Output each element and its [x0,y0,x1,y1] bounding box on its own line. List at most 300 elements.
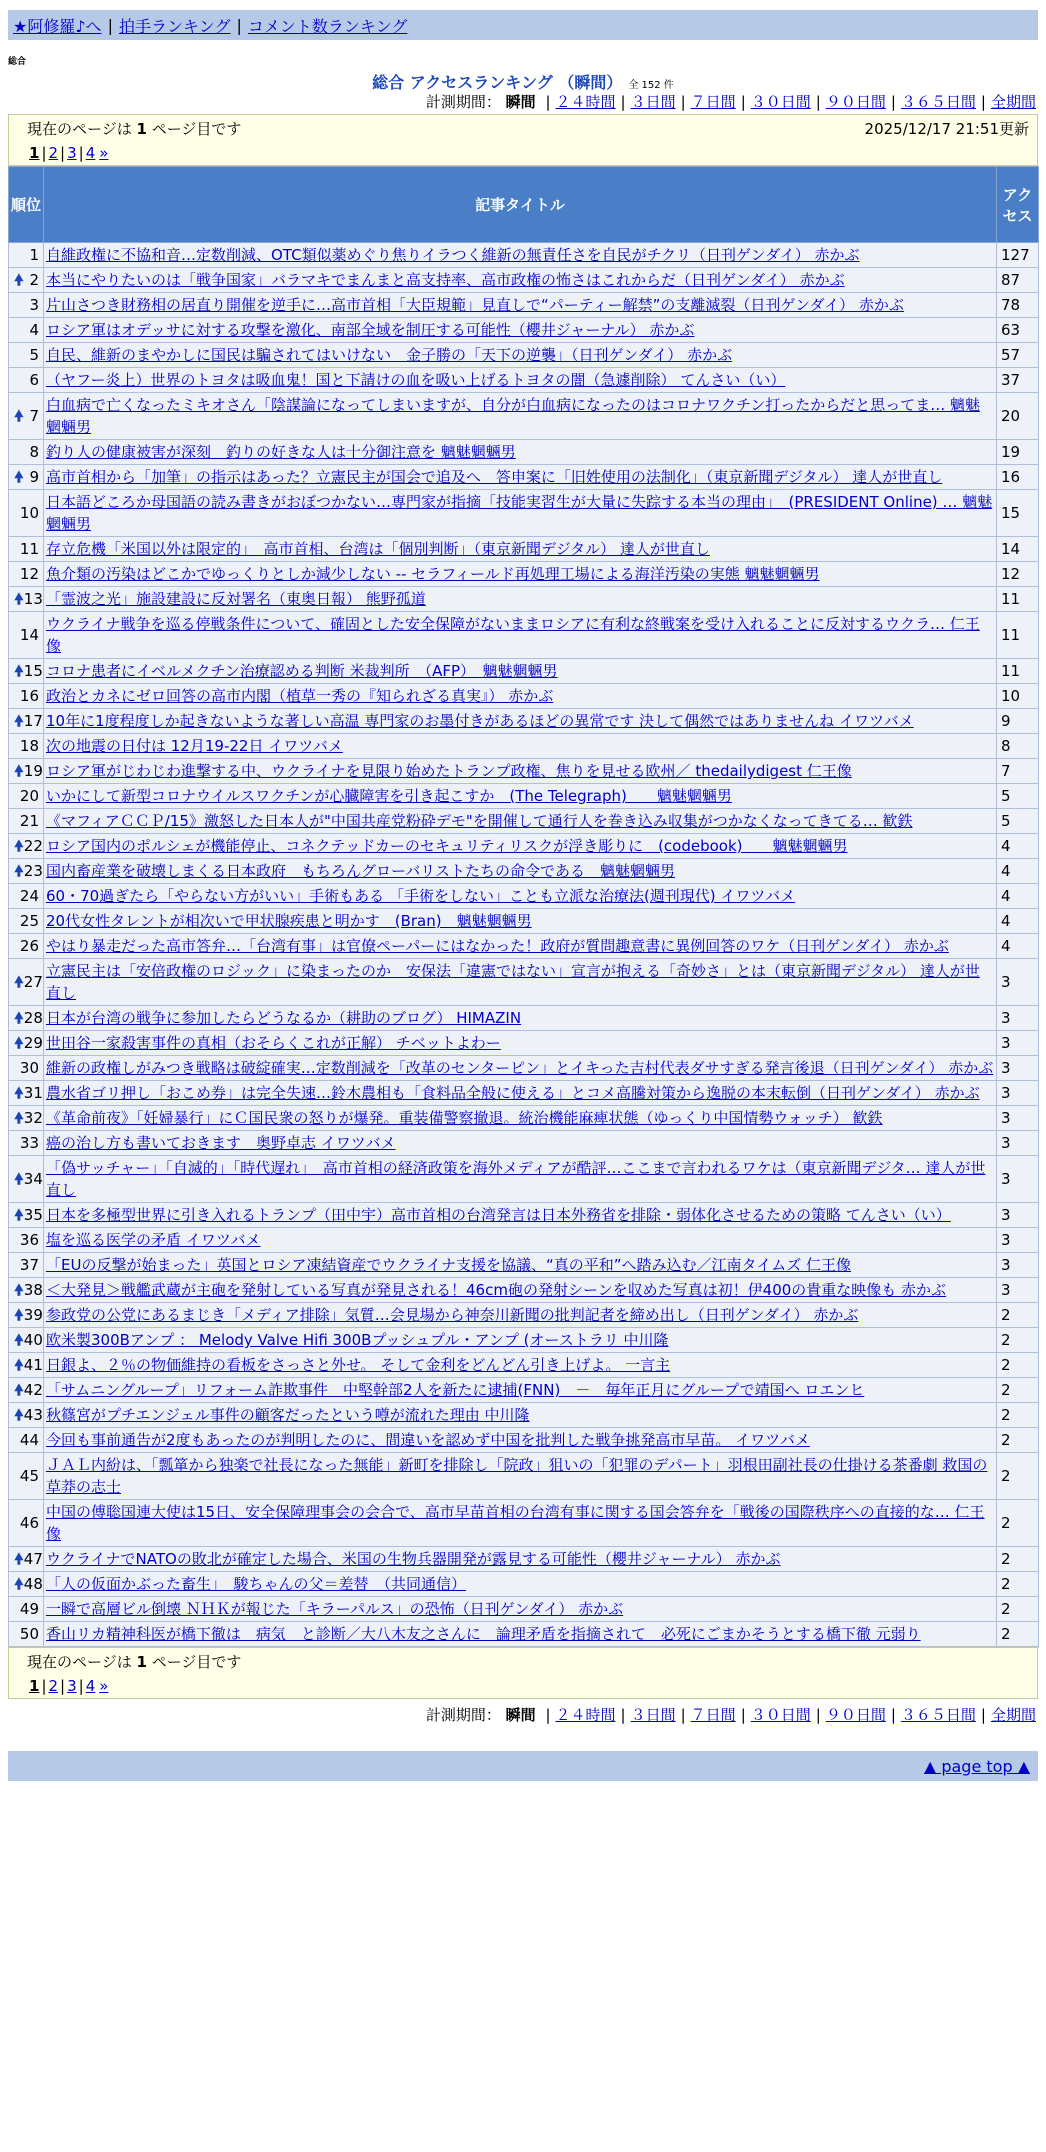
period-link[interactable]: ９０日間 [825,1706,886,1724]
access-count: 57 [997,343,1039,368]
title-cell [44,1328,997,1353]
title-cell [44,709,997,734]
rank-up-icon: 🠝 [14,1575,24,1593]
access-count: 127 [997,243,1039,268]
period-link[interactable]: ３日間 [630,1706,676,1724]
rank-cell [9,1303,44,1328]
period-label: 計測期間： [425,93,501,111]
rank-number: 1 [29,246,39,264]
rank-up-icon: 🠝 [14,762,24,780]
rank-number: 25 [19,912,39,930]
pager [27,1674,1029,1698]
article-link[interactable]: ＜大発見＞戦艦武蔵が主砲を発射している写真が発見される！46cm砲の発射シーンを収めた写真は初！伊400の貴重な映像も 赤かぶ [46,1281,947,1299]
applause-ranking-link[interactable]: 拍手ランキング [118,16,231,36]
article-link[interactable]: 日本を多極型世界に引き入れるトランプ（田中宇）高市首相の台湾発言は日本外務省を排除・弱体化させるための策略 てんさい（い） [46,1206,951,1224]
period-link[interactable]: ３日間 [630,93,676,111]
article-link[interactable]: 次の地震の日付は 12月19-22日 イワツバメ [46,737,343,755]
article-link[interactable]: 存立危機「米国以外は限定的」 高市首相、台湾は「個別判断」（東京新聞デジタル） 達人が世直し [46,540,710,558]
title-cell [44,1056,997,1081]
ranking-table [8,166,1039,1647]
nav-separator: | [107,15,113,35]
access-count: 2 [997,1453,1039,1500]
title-cell [44,1106,997,1131]
article-link[interactable]: 農水省ゴリ押し「おこめ券」は完全失速…鈴木農相も「食料品全般に使える」とコメ高騰対策から逸脱の本末転倒（日刊ゲンダイ） 赤かぶ [46,1084,980,1102]
table-row [9,909,1039,934]
rank-number: 30 [19,1059,39,1077]
pager-link[interactable]: 2 [48,144,59,162]
article-link[interactable]: 本当にやりたいのは「戦争国家」バラマキでまんまと高支持率、高市政権の怖さはこれからだ（日刊ゲンダイ） 赤かぶ [46,271,845,289]
rank-number: 2 [29,271,39,289]
table-row [9,1622,1039,1647]
title-cell [44,1572,997,1597]
table-row [9,1547,1039,1572]
pager-link[interactable]: 3 [67,1677,77,1695]
rank-cell [9,1156,44,1203]
pager [27,141,1029,165]
count-column-header: アクセス [997,167,1039,243]
rank-number: 31 [23,1084,43,1102]
table-row [9,293,1039,318]
rank-up-icon: 🠝 [14,1009,24,1027]
rank-up-icon: 🠝 [14,1356,24,1374]
access-count: 19 [997,440,1039,465]
period-separator: | [980,93,986,111]
access-count: 4 [997,859,1039,884]
rank-up-icon: 🠝 [14,407,24,425]
table-row [9,612,1039,659]
total-count: 全 152 件 [628,80,674,91]
title-cell [44,1453,997,1500]
page-title: 総合 アクセスランキング （瞬間） [372,73,623,92]
article-link[interactable]: 魚介類の汚染はどこかでゆっくりとしか減少しない -- セラフィールド再処理工場による海洋汚染の実態 魑魅魍魎男 [46,565,820,583]
access-count: 11 [997,612,1039,659]
rank-cell [9,1253,44,1278]
table-row [9,859,1039,884]
current-page-text [27,1650,241,1674]
article-link[interactable]: 日本が台湾の戦争に参加したらどうなるか（耕助のブログ） HIMAZIN [46,1009,522,1027]
bottom-bar [8,1751,1038,1781]
table-row [9,884,1039,909]
access-count: 10 [997,684,1039,709]
table-row [9,1428,1039,1453]
home-link[interactable]: ★阿修羅♪へ [13,16,102,36]
rank-number: 39 [23,1306,43,1324]
rank-cell [9,1228,44,1253]
rank-cell [9,1031,44,1056]
rank-cell [9,465,44,490]
table-row [9,1131,1039,1156]
article-link[interactable]: 政治とカネにゼロ回答の高市内閣（植草一秀の『知られざる真実』） 赤かぶ [46,687,554,705]
rank-number: 47 [23,1550,43,1568]
period-separator: | [545,93,551,111]
rank-number: 48 [23,1575,43,1593]
article-link[interactable]: 世田谷一家殺害事件の真相（おそらくこれが正解） チベットよわー [46,1034,501,1052]
rank-up-icon: 🠝 [14,468,24,486]
period-link[interactable]: 全期間 [990,1706,1036,1724]
access-count: 3 [997,1056,1039,1081]
access-count: 2 [997,1403,1039,1428]
rank-up-icon: 🠝 [14,1550,24,1568]
article-link[interactable]: 白血病で亡くなったミキオさん「陰謀論になってしまいますが、自分が白血病になったのはコロナワクチン打ったからだと思ってま… 魑魅魍魎男 [46,396,981,436]
title-cell [44,1203,997,1228]
article-link[interactable]: 秋篠宮がプチエンジェル事件の顧客だったという噂が流れた理由 中川隆 [46,1406,530,1424]
title-cell [44,934,997,959]
title-cell [44,612,997,659]
title-cell [44,884,997,909]
rank-cell [9,1106,44,1131]
article-link[interactable]: ロシア軍がじわじわ進撃する中、ウクライナを見限り始めたトランプ政権、焦りを見せる欧州／ thedailydigest 仁王像 [46,762,852,780]
pager-link[interactable]: 3 [67,144,77,162]
rank-number: 18 [19,737,39,755]
rank-cell [9,1131,44,1156]
title-cell [44,684,997,709]
title-cell [44,1006,997,1031]
title-cell [44,1500,997,1547]
access-count: 2 [997,1303,1039,1328]
rank-number: 43 [23,1406,43,1424]
access-count: 11 [997,587,1039,612]
rank-up-icon: 🠝 [14,1206,24,1224]
table-row [9,684,1039,709]
title-cell [44,490,997,537]
access-count: 7 [997,759,1039,784]
article-link[interactable]: 片山さつき財務相の居直り開催を逆手に…高市首相「大臣規範」見直しで“パーティー解禁”の支離滅裂（日刊ゲンダイ） 赤かぶ [46,296,904,314]
table-row [9,243,1039,268]
title-cell [44,734,997,759]
pager-separator: | [41,1677,47,1695]
table-row [9,1353,1039,1378]
access-count: 2 [997,1428,1039,1453]
table-row [9,1328,1039,1353]
article-link[interactable]: 60・70過ぎたら「やらない方がいい」手術もある 「手術をしない」ことも立派な治療法(週刊現代) イワツバメ [46,887,796,905]
article-link[interactable]: 国内畜産業を破壊しまくる日本政府 もちろんグローバリストたちの命令である 魑魅魍魎男 [46,862,675,880]
period-separator: | [890,93,896,111]
rank-cell [9,1378,44,1403]
article-link[interactable]: 釣り人の健康被害が深刻 釣りの好きな人は十分御注意を 魑魅魍魎男 [46,443,516,461]
period-separator: | [545,1706,551,1724]
access-count: 20 [997,393,1039,440]
rank-cell [9,1353,44,1378]
pager-link[interactable]: 2 [48,1677,59,1695]
rank-up-icon: 🠝 [14,662,24,680]
title-cell [44,1428,997,1453]
article-link[interactable]: ロシア軍はオデッサに対する攻撃を激化、南部全域を制圧する可能性（櫻井ジャーナル） 赤かぶ [46,321,695,339]
title-cell [44,1547,997,1572]
article-link[interactable]: （ヤフー炎上）世界のトヨタは吸血鬼！国と下請けの血を吸い上げるトヨタの闇（急遽削除） てんさい（い） [46,371,786,389]
top-navigation [8,10,1038,40]
rank-cell [9,1453,44,1500]
title-cell [44,1622,997,1647]
title-cell [44,1278,997,1303]
article-link[interactable]: 日銀よ、２％の物価維持の看板をさっさと外せ。 そして金利をどんどん引き上げよ。 一言主 [46,1356,671,1374]
comment-ranking-link[interactable]: コメント数ランキング [247,16,408,36]
title-cell [44,784,997,809]
table-row [9,1278,1039,1303]
page-text-post: ページ目です [146,1653,242,1671]
title-cell [44,1303,997,1328]
table-row [9,1453,1039,1500]
rank-up-icon: 🠝 [14,1109,24,1127]
rank-cell [9,659,44,684]
access-count: 2 [997,1547,1039,1572]
period-selector-bottom [8,1703,1038,1727]
access-count: 8 [997,734,1039,759]
period-separator: | [620,93,626,111]
access-count: 78 [997,293,1039,318]
title-cell [44,368,997,393]
rank-number: 7 [29,407,39,425]
access-count: 15 [997,490,1039,537]
rank-number: 50 [19,1625,39,1643]
table-row [9,537,1039,562]
rank-up-icon: 🠝 [14,1170,24,1188]
article-link[interactable]: 欧米製300Bアンプ ： Melody Valve Hifi 300Bプッシュプル・アンプ (オーストラリ 中川隆 [46,1331,669,1349]
rank-cell [9,934,44,959]
article-link[interactable]: 癌の治し方も書いておきます 奥野卓志 イワツバメ [46,1134,396,1152]
period-link[interactable]: ３０日間 [750,1706,811,1724]
period-link[interactable]: ３０日間 [750,93,811,111]
rank-number: 24 [19,887,39,905]
article-link[interactable]: 10年に1度程度しか起きないような著しい高温 専門家のお墨付きがあるほどの異常です 決して偶然ではありませんね イワツバメ [46,712,914,730]
table-row [9,393,1039,440]
table-row [9,1056,1039,1081]
rank-cell [9,1203,44,1228]
period-link[interactable]: 全期間 [990,93,1036,111]
article-link[interactable]: 一瞬で高層ビル倒壊 ＮＨＫが報じた「キラーパルス」の恐怖（日刊ゲンダイ） 赤かぶ [46,1600,624,1618]
rank-cell [9,440,44,465]
title-cell [44,809,997,834]
period-label: 計測期間： [425,1706,501,1724]
table-row [9,709,1039,734]
rank-number: 4 [29,321,39,339]
article-link[interactable]: 《革命前夜》「妊婦暴行」にＣ国民衆の怒りが爆発。重装備警察撤退。統治機能麻痺状態（ゆっくり中国情勢ウォッチ） 歓鉄 [46,1109,883,1127]
title-cell [44,659,997,684]
table-row [9,343,1039,368]
rank-cell [9,537,44,562]
article-link[interactable]: 中国の傅聡国連大使は15日、安全保障理事会の会合で、高市早苗首相の台湾有事に関する国会答弁を「戦後の国際秩序への直接的な… 仁王像 [46,1503,985,1543]
page-heading [8,70,1038,90]
period-selector [8,90,1038,114]
title-cell [44,1353,997,1378]
article-link[interactable]: 「サムニングループ」リフォーム詐欺事件 中堅幹部2人を新たに逮捕(FNN) － 毎年正月にグループで靖国へ ロエンヒ [46,1381,865,1399]
rank-number: 33 [19,1134,39,1152]
article-link[interactable]: ウクライナでNATOの敗北が確定した場合、米国の生物兵器開発が露見する可能性（櫻井ジャーナル） 赤かぶ [46,1550,781,1568]
period-separator: | [980,1706,986,1724]
title-column-header: 記事タイトル [44,167,997,243]
access-count: 12 [997,562,1039,587]
access-count: 3 [997,1081,1039,1106]
article-link[interactable]: ＪＡＬ内紛は、「瓢箪から独楽で社長になった無能」新町を排除し「院政」狙いの「犯罪のデパート」羽根田副社長の仕掛ける茶番劇 救国の草莽の志士 [46,1456,988,1496]
title-cell [44,268,997,293]
rank-number: 41 [23,1356,43,1374]
rank-number: 27 [23,973,43,991]
rank-up-icon: 🠝 [14,862,24,880]
table-row [9,1228,1039,1253]
article-link[interactable]: 日本語どころか母国語の読み書きがおぼつかない…専門家が指摘「技能実習生が大量に失踪する本当の理由」 (PRESIDENT Online) … 魑魅魍魎男 [46,493,993,533]
rank-cell [9,684,44,709]
article-link[interactable]: 参政党の公党にあるまじき「メディア排除」気質…会見場から神奈川新聞の批判記者を締め出し（日刊ゲンダイ） 赤かぶ [46,1306,859,1324]
period-link[interactable]: ７日間 [690,1706,736,1724]
table-row [9,490,1039,537]
article-link[interactable]: コロナ患者にイベルメクチン治療認める判断 米裁判所 （AFP） 魑魅魍魎男 [46,662,558,680]
article-link[interactable]: 20代女性タレントが相次いで甲状腺疾患と明かす (Bran) 魑魅魍魎男 [46,912,532,930]
article-link[interactable]: 「EUの反撃が始まった」英国とロシア凍結資産でウクライナ支援を協議、“真の平和”へ踏み込む／江南タイムズ 仁王像 [46,1256,852,1274]
access-count: 3 [997,1156,1039,1203]
period-current: 瞬間 [505,93,536,111]
pager-separator: | [78,1677,84,1695]
access-count: 3 [997,1006,1039,1031]
pager-link[interactable]: 4 [85,1677,96,1695]
table-row [9,1597,1039,1622]
access-count: 3 [997,1031,1039,1056]
article-link[interactable]: ウクライナ戦争を巡る停戦条件について、確固とした安全保障がないままロシアに有利な終戦案を受け入れることに反対するウクラ… 仁王像 [46,615,980,655]
rank-number: 26 [19,937,39,955]
rank-number: 28 [23,1009,43,1027]
article-link[interactable]: 自維政権に不協和音…定数削減、OTC類似薬めぐり焦りイラつく維新の無責任さを自民がチクリ（日刊ゲンダイ） 赤かぶ [46,246,860,264]
rank-number: 22 [23,837,43,855]
period-link[interactable]: ３６５日間 [900,1706,976,1724]
rank-up-icon: 🠝 [14,1381,24,1399]
rank-number: 40 [23,1331,43,1349]
access-count: 2 [997,1328,1039,1353]
current-page-text [27,117,241,141]
access-count: 2 [997,1597,1039,1622]
table-row [9,268,1039,293]
article-link[interactable]: 高市首相から「加筆」の指示はあった？立憲民主が国会で追及へ 答申案に「旧姓使用の法制化」（東京新聞デジタル） 達人が世直し [46,468,943,486]
rank-number: 23 [23,862,43,880]
rank-cell [9,859,44,884]
article-link[interactable]: 立憲民主は「安倍政権のロジック」に染まったのか 安保法「違憲ではない」宣言が抱える「奇妙さ」とは（東京新聞デジタル） 達人が世直し [46,962,980,1002]
pager-next-link[interactable]: » [99,144,109,162]
access-count: 4 [997,884,1039,909]
pager-link[interactable]: 4 [85,144,96,162]
rank-number: 14 [19,626,39,644]
table-row [9,734,1039,759]
rank-number: 5 [29,346,39,364]
pager-current: 1 [29,1677,40,1695]
period-link[interactable]: ２４時間 [555,1706,616,1724]
page-info-box-bottom [8,1647,1038,1699]
table-row [9,659,1039,684]
table-row [9,1572,1039,1597]
article-link[interactable]: 「偽サッチャー」「自滅的」「時代遅れ」 高市首相の経済政策を海外メディアが酷評…ここまで言われるワケは（東京新聞デジタ… 達人が世直し [46,1159,986,1199]
rank-number: 36 [19,1231,39,1249]
table-row [9,368,1039,393]
title-cell [44,759,997,784]
title-cell [44,587,997,612]
rank-cell [9,884,44,909]
access-count: 3 [997,1228,1039,1253]
table-row [9,1106,1039,1131]
period-link[interactable]: ９０日間 [825,93,886,111]
access-count: 3 [997,1203,1039,1228]
article-link[interactable]: ロシア国内のポルシェが機能停止、コネクテッドカーのセキュリティリスクが浮き彫りに (codebook) 魑魅魍魎男 [46,837,848,855]
rank-cell [9,318,44,343]
rank-number: 46 [19,1514,39,1532]
access-count: 2 [997,1622,1039,1647]
rank-cell [9,1081,44,1106]
article-link[interactable]: 《マフィアＣＣＰ/15》激怒した日本人が"中国共産党粉砕デモ"を開催して通行人を巻き込み収集がつかなくなってきてる… 歓鉄 [46,812,913,830]
article-link[interactable]: やはり暴走だった高市答弁…「台湾有事」は官僚ペーパーにはなかった！政府が質問趣意書に異例回答のワケ（日刊ゲンダイ） 赤かぶ [46,937,949,955]
access-count: 5 [997,784,1039,809]
access-count: 3 [997,959,1039,1006]
title-cell [44,293,997,318]
rank-number: 15 [23,662,43,680]
page-top-link[interactable]: ▲ page top ▲ [923,1756,1030,1776]
title-cell [44,909,997,934]
period-separator: | [740,93,746,111]
table-row [9,1031,1039,1056]
title-cell [44,1403,997,1428]
rank-up-icon: 🠝 [14,1306,24,1324]
period-link[interactable]: ３６５日間 [900,93,976,111]
table-row [9,1378,1039,1403]
rank-cell [9,1597,44,1622]
title-cell [44,465,997,490]
access-count: 3 [997,1253,1039,1278]
article-link[interactable]: 香山リカ精神科医が橋下徹は 病気 と診断／大八木友之さんに 論理矛盾を指摘されて 必死にごまかそうとする橋下徹 元弱り [46,1625,921,1643]
access-count: 37 [997,368,1039,393]
table-row [9,834,1039,859]
access-count: 4 [997,834,1039,859]
page-number: 1 [136,1653,147,1671]
period-separator: | [815,1706,821,1724]
article-link[interactable]: いかにして新型コロナウイルスワクチンが心臓障害を引き起こすか (The Telegraph) 魑魅魍魎男 [46,787,732,805]
period-current: 瞬間 [505,1706,536,1724]
updated-timestamp: 2025/12/17 21:51更新 [864,120,1029,138]
rank-cell [9,1056,44,1081]
rank-column-header: 順位 [9,167,44,243]
rank-number: 12 [19,565,39,583]
table-row [9,465,1039,490]
rank-number: 21 [19,812,39,830]
title-cell [44,343,997,368]
rank-cell [9,268,44,293]
rank-cell [9,759,44,784]
table-row [9,1006,1039,1031]
period-link[interactable]: ２４時間 [555,93,616,111]
rank-cell [9,959,44,1006]
table-row [9,562,1039,587]
rank-up-icon: 🠝 [14,1084,24,1102]
article-link[interactable]: 維新の政権しがみつき戦略は破綻確実…定数削減を「改革のセンターピン」とイキった吉村代表ダサすぎる発言後退（日刊ゲンダイ） 赤かぶ [46,1059,994,1077]
article-link[interactable]: 今回も事前通告が2度もあったのが判明したのに、間違いを認めず中国を批判した戦争挑発高市早苗。 イワツバメ [46,1431,810,1449]
table-row [9,1303,1039,1328]
pager-next-link[interactable]: » [99,1677,109,1695]
article-link[interactable]: 「人の仮面かぶった畜生」 駿ちゃんの父＝差替 （共同通信） [46,1575,467,1593]
rank-number: 13 [23,590,43,608]
rank-cell [9,709,44,734]
access-count: 3 [997,1106,1039,1131]
period-link[interactable]: ７日間 [690,93,736,111]
rank-number: 32 [23,1109,43,1127]
title-cell [44,318,997,343]
access-count: 4 [997,909,1039,934]
rank-up-icon: 🠝 [14,973,24,991]
rank-up-icon: 🠝 [14,837,24,855]
article-link[interactable]: 自民、維新のまやかしに国民は騙されてはいけない 金子勝の「天下の逆襲」（日刊ゲンダイ） 赤かぶ [46,346,733,364]
rank-cell [9,1403,44,1428]
rank-number: 19 [23,762,43,780]
article-link[interactable]: 塩を巡る医学の矛盾 イワツバメ [46,1231,261,1249]
access-count: 11 [997,659,1039,684]
table-row [9,809,1039,834]
title-cell [44,537,997,562]
access-count: 2 [997,1353,1039,1378]
period-separator: | [620,1706,626,1724]
article-link[interactable]: 「霊波之光」施設建設に反対署名（東奥日報） 熊野孤道 [46,590,426,608]
rank-number: 38 [23,1281,43,1299]
